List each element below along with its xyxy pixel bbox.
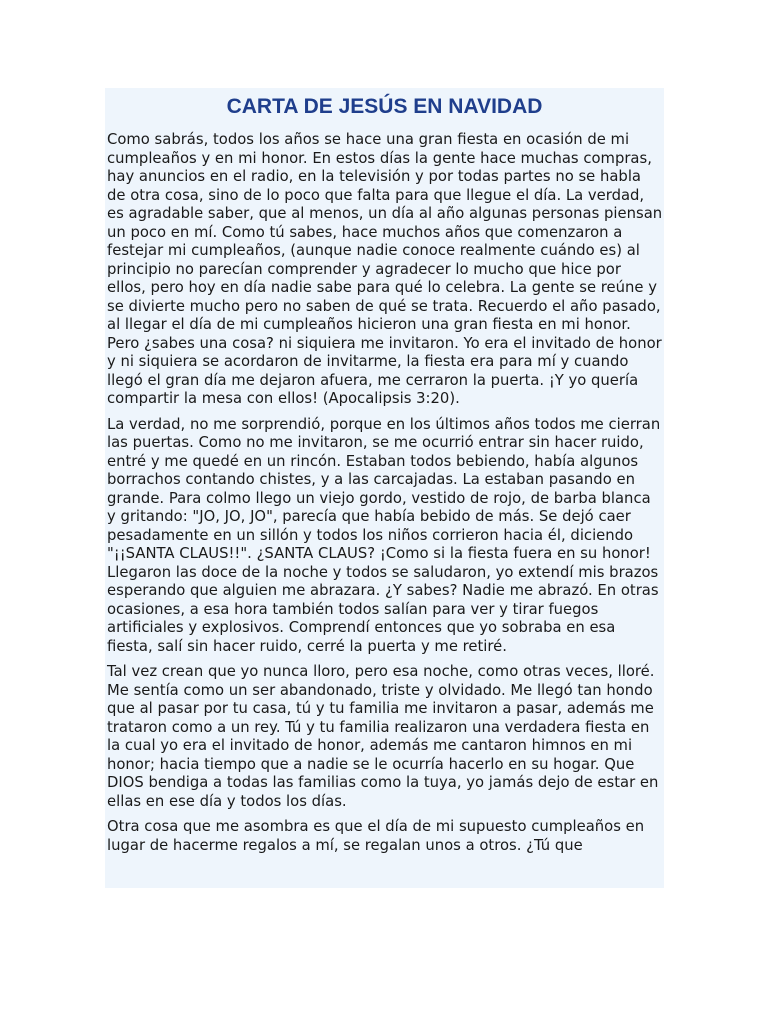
document-body: [105, 122, 664, 855]
document-page: [105, 88, 664, 888]
paragraph-3: Tal vez crean que yo nunca lloro, pero esa noche, como otras veces, lloré. Me sentía como un ser abandonado, triste y olvidado. Me llegó tan hondo que al pasar por tu casa, tú y tu familia me invitaron a pasar, además me trataron como a un rey. Tú y tu familia realizaron una verdadera fiesta en la cual yo era el invitado de honor, además me cantaron himnos en mi honor; hacia tiempo que a nadie se le ocurría hacerlo en su hogar. Que DIOS bendiga a todas las familias como la tuya, yo jamás dejo de estar en ellas en ese día y todos los días.: [107, 663, 659, 810]
paragraph-2: La verdad, no me sorprendió, porque en los últimos años todos me cierran las puertas. Como no me invitaron, se me ocurrió entrar sin hacer ruido, entré y me quedé en un rincón. Estaban todos bebiendo, había algunos borrachos contando chistes, y a las carcajadas. La estaban pasando en grande. Para colmo llego un viejo gordo, vestido de rojo, de barba blanca y gritando: "JO, JO, JO", parecía que había bebido de más. Se dejó caer pesadamente en un sillón y todos los niños corrieron hacia él, diciendo "¡¡SANTA CLAUS!!". ¿SANTA CLAUS? ¡Como si la fiesta fuera en su honor! Llegaron las doce de la noche y todos se saludaron, yo extendí mis brazos esperando que alguien me abrazara. ¿Y sabes? Nadie me abrazó. En otras ocasiones, a esa hora también todos salían para ver y tirar fuegos artificiales y explosivos. Comprendí entonces que yo sobraba en esa fiesta, salí sin hacer ruido, cerré la puerta y me retiré.: [107, 415, 661, 655]
paragraph-4: Otra cosa que me asombra es que el día de mi supuesto cumpleaños en lugar de hacerme regalos a mí, se regalan unos a otros. ¿Tú que: [107, 818, 645, 854]
paragraph-1: Como sabrás, todos los años se hace una gran fiesta en ocasión de mi cumpleaños y en mi honor. En estos días la gente hace muchas compras, hay anuncios en el radio, en la televisión y por todas partes no se habla de otra cosa, sino de lo poco que falta para que llegue el día. La verdad, es agradable saber, que al menos, un día al año algunas personas piensan un poco en mí. Como tú sabes, hace muchos años que comenzaron a festejar mi cumpleaños, (aunque nadie conoce realmente cuándo es) al principio no parecían comprender y agradecer lo mucho que hice por ellos, pero hoy en día nadie sabe para qué lo celebra. La gente se reúne y se divierte mucho pero no saben de qué se trata. Recuerdo el año pasado, al llegar el día de mi cumpleaños hicieron una gran fiesta en mi honor. Pero ¿sabes una cosa? ni siquiera me invitaron. Yo era el invitado de honor y ni siquiera se acordaron de invitarme, la fiesta era para mí y cuando llegó el gran día me dejaron afuera, me cerraron la puerta. ¡Y yo quería compartir la mesa con ellos! (Apocalipsis 3:20).: [107, 131, 663, 407]
document-title: CARTA DE JESÚS EN NAVIDAD: [226, 95, 543, 118]
